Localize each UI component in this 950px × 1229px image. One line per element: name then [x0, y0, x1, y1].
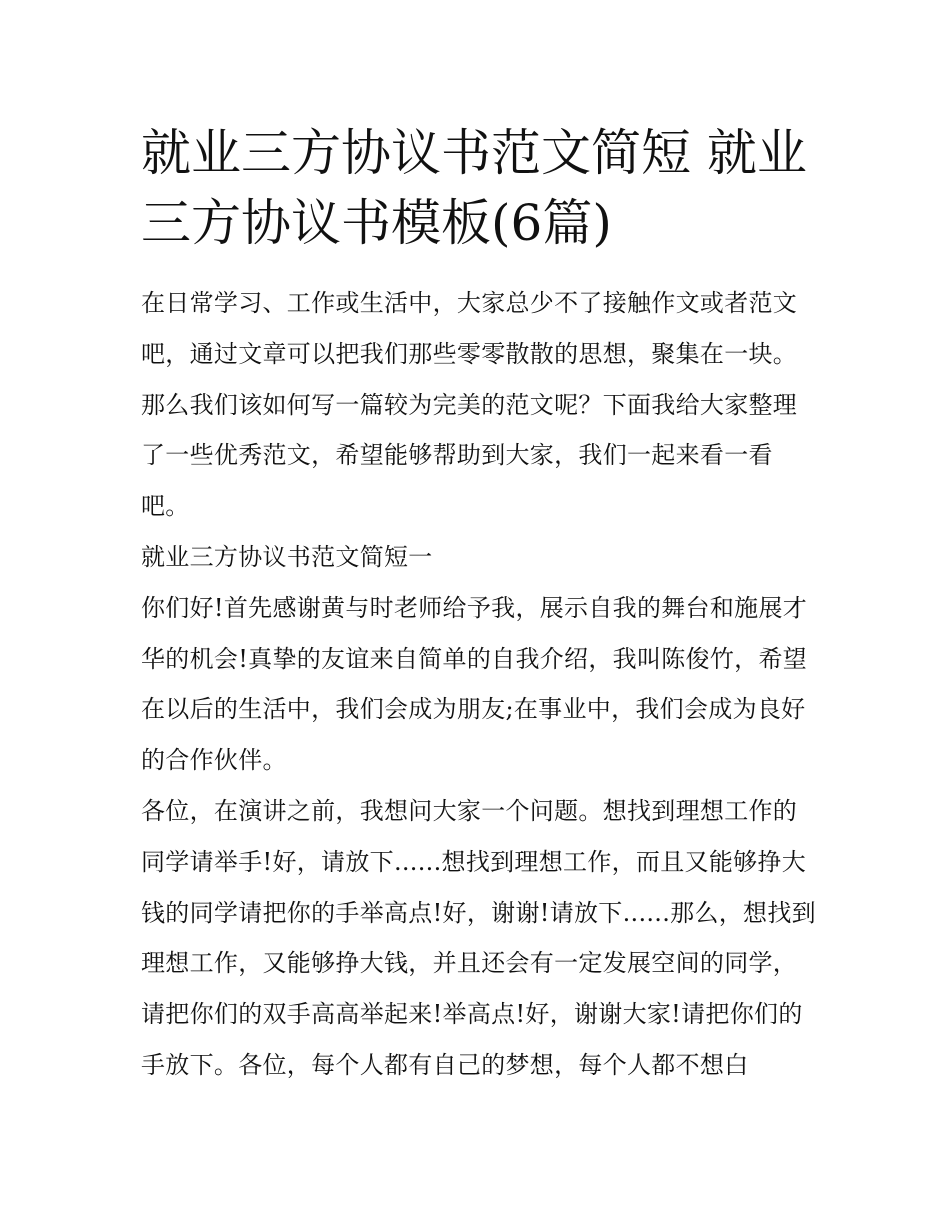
- body-paragraph: 你们好!首先感谢黄与时老师给予我，展示自我的舞台和施展才华的机会!真挚的友谊来自简单的自我介绍，我叫陈俊竹，希望在以后的生活中，我们会成为朋友;在事业中，我们会成为良好的合作伙伴。: [141, 593, 808, 775]
- section-heading: 就业三方协议书范文简短一: [141, 542, 433, 571]
- intro-paragraph: 在日常学习、工作或生活中，大家总少不了接触作文或者范文吧，通过文章可以把我们那些零零散散的思想，聚集在一块。那么我们该如何写一篇较为完美的范文呢？下面我给大家整理了一些优秀范文，希望能够帮助到大家，我们一起来看一看吧。: [141, 289, 798, 521]
- body-paragraph: 各位，在演讲之前，我想问大家一个问题。想找到理想工作的同学请举手!好，请放下......想找到理想工作，而且又能够挣大钱的同学请把你的手举高点!好，谢谢!请放下......那么，想找到理想工作，又能够挣大钱，并且还会有一定发展空间的同学，请把你们的双手高高举起来!举高点!好，谢谢大家!请把你们的手放下。各位，每个人都有自己的梦想，每个人都不想白: [141, 796, 816, 1079]
- document-page: [141, 118, 821, 1091]
- document-title: 就业三方协议书范文简短 就业三方协议书模板(6篇): [141, 124, 807, 252]
